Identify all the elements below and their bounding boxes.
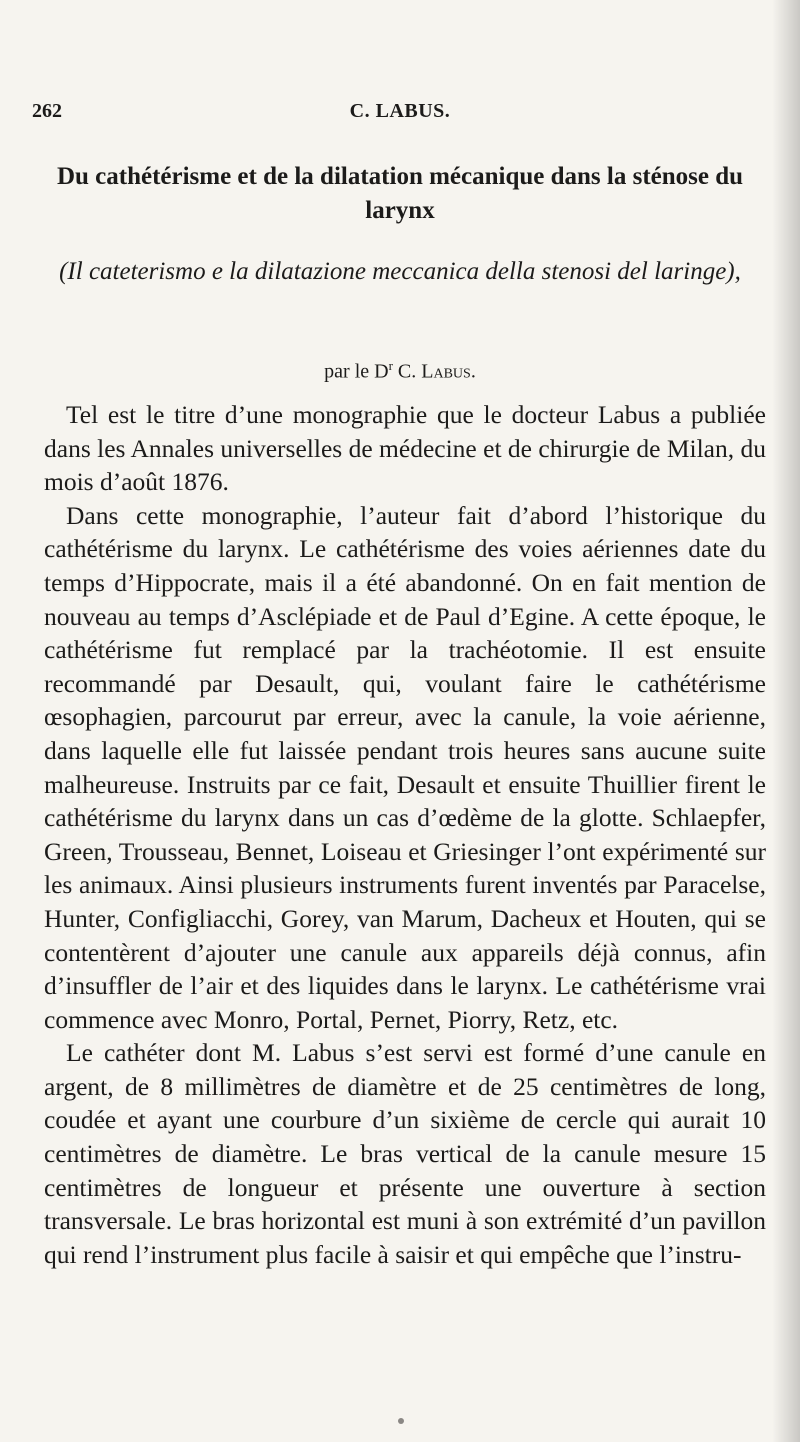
byline-superscript: r: [388, 358, 393, 373]
running-head: [30, 100, 770, 130]
print-mark: [398, 1418, 404, 1424]
article-title: Du cathétérisme et de la dilatation mécanique dans la sténose du larynx: [56, 163, 744, 224]
byline: [30, 352, 770, 386]
page-edge-shadow: [772, 0, 800, 1442]
article-subtitle: (Il cateterismo e la dilatazione meccanica della stenosi del laringe),: [59, 258, 741, 285]
paragraph: Le cathéter dont M. Labus s’est servi est formé d’une canule en argent, de 8 millimètres de diamètre et de 25 centimètres de long, coudée et ayant une courbure d’un sixième de cercle qui aurait 10 centimètres de diamètre. Le bras vertical de la canule mesure 15 centimètres de longueur et présente une ouverture à section transversale. Le bras horizontal est muni à son extrémité d’un pavillon qui rend l’instrument plus facile à saisir et qui empêche que l’instru-: [44, 1038, 766, 1269]
running-head-author: C. LABUS.: [349, 100, 451, 122]
byline-prefix: par le D: [324, 360, 389, 383]
paragraph: Dans cette monographie, l’auteur fait d’abord l’historique du cathétérisme du larynx. Le cathétérisme des voies aériennes date du temps d’Hippocrate, mais il a été abandonné. On en fait mention de nouveau au temps d’Asclépiade et de Paul d’Egine. A cette époque, le cathétérisme fut remplacé par la trachéotomie. Il est ensuite recommandé par Desault, qui, voulant faire le cathétérisme œsophagien, parcourut par erreur, avec la canule, la voie aérienne, dans laquelle elle fut laissée pendant trois heures sans aucune suite malheureuse. Instruits par ce fait, Desault et ensuite Thuillier firent le cathétérisme du larynx dans un cas d’œdème de la glotte. Schlaepfer, Green, Trousseau, Bennet, Loiseau et Griesinger l’ont expérimenté sur les animaux. Ainsi plusieurs instruments furent inventés par Paracelse, Hunter, Configliacchi, Gorey, van Marum, Dacheux et Houten, qui se contentèrent d’ajouter une canule aux appareils déjà connus, afin d’insuffler de l’air et des liquides dans le larynx. Le cathétérisme vrai commence avec Monro, Portal, Pernet, Piorry, Retz, etc.: [44, 500, 766, 1034]
byline-name: C. Labus.: [397, 360, 476, 383]
paragraph: Tel est le titre d’une monographie que le docteur Labus a publiée dans les Annales universelles de médecine et de chirurgie de Milan, du mois d’août 1876.: [44, 400, 766, 497]
page-number: 262: [32, 100, 62, 122]
article-body: [44, 398, 766, 1271]
